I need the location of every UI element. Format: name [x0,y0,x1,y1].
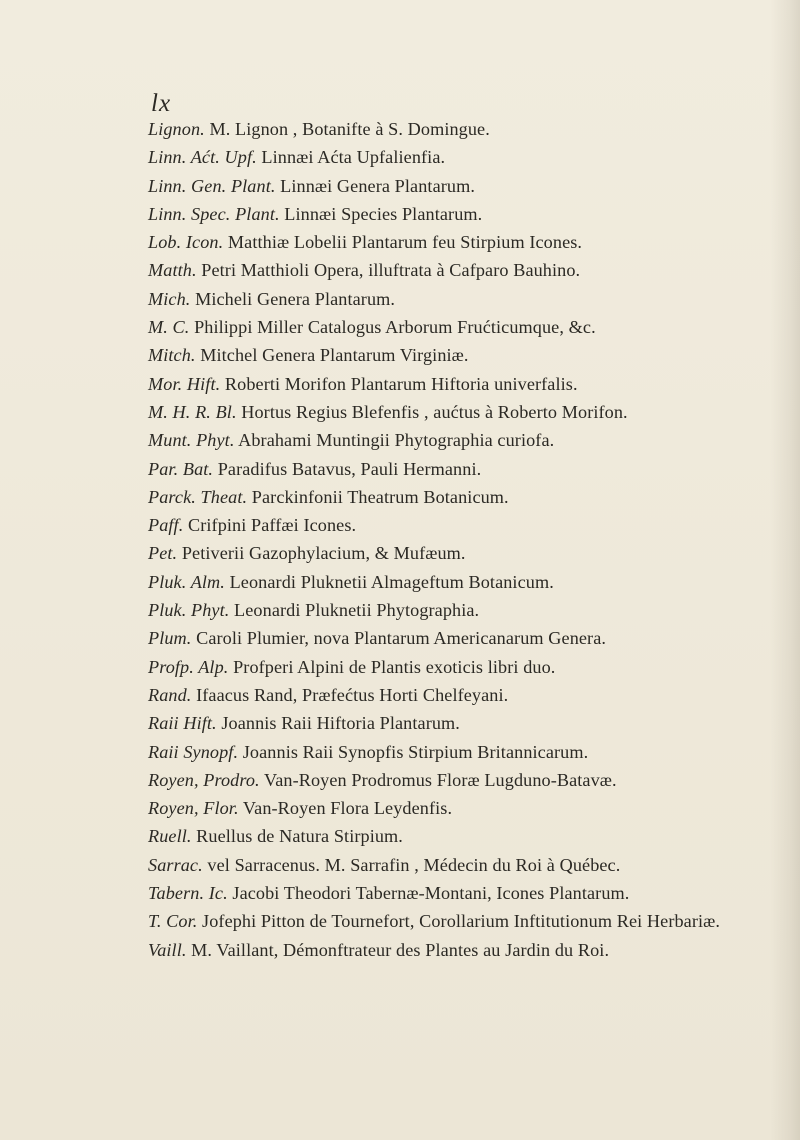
list-item [148,256,788,284]
entry-text: Ifaacus Rand, Præfećtus Horti Chelfeyani. [191,684,509,705]
entry-text: vel Sarracenus. M. Sarrafin , Médecin du Roi à Québec. [202,854,621,875]
entry-text: M. Lignon , Botanifte à S. Domingue. [204,119,490,139]
entry-abbreviation: Royen, Prodro. [148,769,260,790]
entry-abbreviation: Par. Bat. [148,458,214,479]
entry-abbreviation: Sarrac. [148,854,203,875]
entry-text: Roberti Morifon Plantarum Hiftoria univerfalis. [220,373,578,394]
entry-text: Profperi Alpini de Plantis exoticis libri duo. [228,656,556,677]
list-item [148,426,788,454]
entry-abbreviation: M. H. R. Bl. [148,401,237,422]
entry-abbreviation: Ruell. [148,826,192,847]
entry-text: Joannis Raii Hiftoria Plantarum. [216,713,460,734]
entry-abbreviation: Rand. [148,684,192,705]
entry-abbreviation: Plum. [148,628,192,649]
entry-text: Linnæi Genera Plantarum. [275,175,475,196]
list-item [148,910,788,933]
entry-text: M. Vaillant, Démonftrateur des Plantes au Jardin du Roi. [186,940,610,961]
entry-abbreviation: Linn. Gen. Plant. [148,175,276,196]
entry-abbreviation: Raii Hift. [148,713,217,734]
entry-text: Joannis Raii Synopfis Stirpium Britannicarum. [238,741,589,762]
abbreviation-list [148,115,788,965]
entry-text: Jacobi Theodori Tabernæ-Montani, Icones Plantarum. [227,883,630,904]
list-item [148,738,788,766]
entry-text: Crifpini Paffæi Icones. [183,515,357,536]
list-item [148,285,788,313]
list-item [148,539,788,567]
list-item [148,172,788,200]
list-item [148,511,788,539]
list-item [148,341,788,369]
list-item [148,398,788,426]
entry-abbreviation: Parck. Theat. [148,486,248,507]
entry-text: Mitchel Genera Plantarum Virginiæ. [195,345,469,366]
list-item [148,851,788,879]
entry-text: Matthiæ Lobelii Plantarum feu Stirpium Icones. [223,232,583,253]
entry-abbreviation: Royen, Flor. [148,798,239,819]
entry-abbreviation: Tabern. Ic. [148,883,228,904]
entry-abbreviation: Paff. [148,515,184,536]
list-item [148,936,788,964]
entry-abbreviation: Pluk. Phyt. [148,600,230,621]
entry-text: Jofephi Pitton de Tournefort, Corollarium Inftitutionum Rei Herbariæ. [197,911,721,932]
entry-abbreviation: Vaill. [148,940,187,961]
list-item [148,624,788,652]
entry-abbreviation: Pluk. Alm. [148,571,225,592]
page-number: lx [151,90,172,117]
entry-text: Ruellus de Natura Stirpium. [191,826,403,847]
entry-abbreviation: M. C. [148,317,190,338]
list-item [148,596,788,624]
list-item [148,653,788,681]
entry-text: Leonardi Pluknetii Phytographia. [229,600,480,621]
list-item [148,766,788,794]
entry-text: Petri Matthioli Opera, illuftrata à Cafparo Bauhino. [196,260,581,281]
entry-text: Van-Royen Prodromus Floræ Lugduno-Batavæ. [259,769,617,790]
entry-abbreviation: Linn. Aćt. Upf. [148,147,257,168]
entry-text: Parckinfonii Theatrum Botanicum. [247,486,509,507]
list-item [148,143,788,171]
list-item [148,370,788,398]
entry-abbreviation: Matth. [148,260,197,281]
list-item [148,455,788,483]
list-item [148,822,788,850]
entry-text: Paradifus Batavus, Pauli Hermanni. [213,458,482,479]
list-item [148,200,788,228]
entry-text: Linnæi Aćta Upfalienfia. [256,147,446,168]
entry-text: Van-Royen Flora Leydenfis. [238,798,453,819]
entry-text: Hortus Regius Blefenfis , aućtus à Roberto Morifon. [236,401,628,422]
entry-text: Abrahami Muntingii Phytographia curiofa. [234,430,555,451]
entry-text: Linnæi Species Plantarum. [279,203,483,224]
entry-text: Petiverii Gazophylacium, & Mufæum. [177,543,466,564]
entry-abbreviation: Munt. Phyt. [148,430,235,451]
list-item [148,228,788,256]
entry-abbreviation: Linn. Spec. Plant. [148,203,280,224]
entry-abbreviation: Raii Synopf. [148,741,239,762]
entry-abbreviation: Profp. Alp. [148,656,229,677]
list-item [148,879,788,907]
list-item [148,568,788,596]
entry-abbreviation: Lob. Icon. [148,232,224,253]
list-item [148,681,788,709]
list-item [148,483,788,511]
entry-abbreviation: Pet. [148,543,178,564]
list-item [148,709,788,737]
entry-text: Caroli Plumier, nova Plantarum Americanarum Genera. [191,628,607,649]
list-item [148,115,788,143]
list-item [148,794,788,822]
entry-abbreviation: Lignon. [148,119,205,139]
entry-text: Micheli Genera Plantarum. [190,288,396,309]
list-item [148,313,788,341]
entry-abbreviation: Mich. [148,288,191,309]
entry-abbreviation: Mor. Hift. [148,373,221,394]
entry-abbreviation: Mitch. [148,345,196,366]
entry-text: Philippi Miller Catalogus Arborum Frućticumque, &c. [189,317,596,338]
entry-abbreviation: T. Cor. [148,911,198,932]
entry-text: Leonardi Pluknetii Almageftum Botanicum. [224,571,554,592]
